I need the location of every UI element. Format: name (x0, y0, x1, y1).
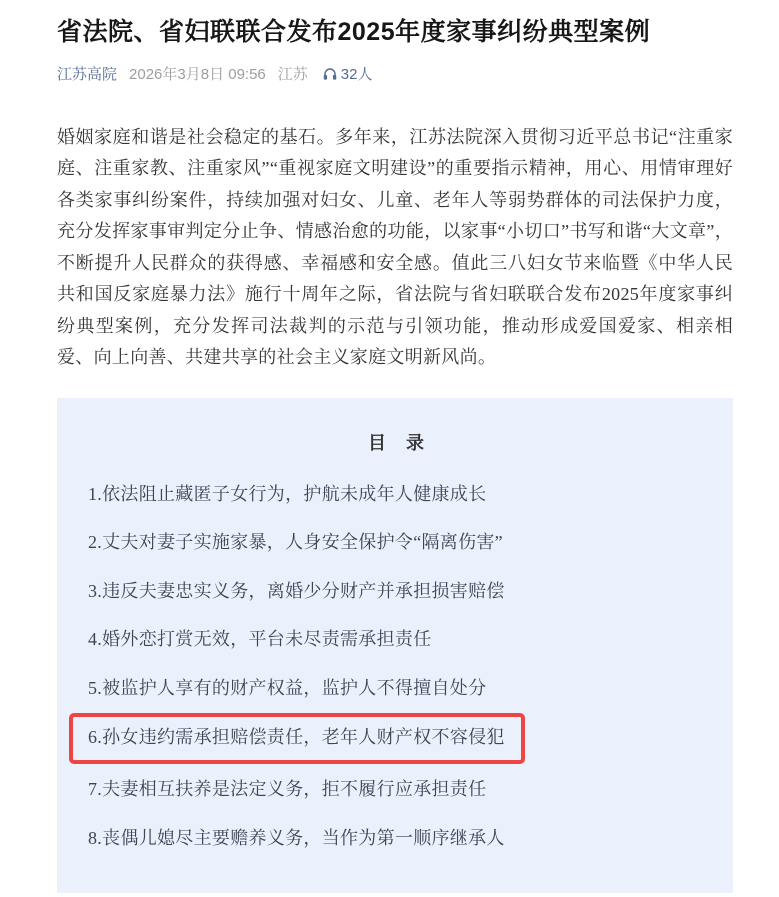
listen-control[interactable] (322, 64, 373, 85)
highlight-annotation-box (69, 713, 525, 764)
article-body-paragraph: 婚姻家庭和谐是社会稳定的基石。多年来，江苏法院深入贯彻习近平总书记“注重家庭、注重家教、注重家风”“重视家庭文明建设”的重要指示精神，用心、用情审理好各类家事纠纷案件，持续加强对妇女、儿童、老年人等弱势群体的司法保护力度，充分发挥家事审判定分止争、情感治愈的功能，以家事“小切口”书写和谐“大文章”，不断提升人民群众的获得感、幸福感和安全感。值此三八妇女节来临暨《中华人民共和国反家庭暴力法》施行十周年之际，省法院与省妇联联合发布2025年度家事纠纷典型案例，充分发挥司法裁判的示范与引领功能，推动形成爱国爱家、相亲相爱、向上向善、共建共享的社会主义家庭文明新风尚。 (57, 126, 733, 367)
headphones-icon (322, 66, 338, 82)
article-title: 省法院、省妇联联合发布2025年度家事纠纷典型案例 (57, 18, 651, 46)
listen-count: 32人 (340, 65, 373, 83)
toc-item-1: 1.依法阻止藏匿子女行为，护航未成年人健康成长 (88, 483, 487, 504)
toc-item-4: 4.婚外恋打赏无效，平台未尽责需承担责任 (88, 629, 432, 650)
toc-box (57, 398, 733, 894)
toc-item-3: 3.违反夫妻忠实义务，离婚少分财产并承担损害赔偿 (88, 580, 505, 601)
toc-item-5: 5.被监护人享有的财产权益，监护人不得擅自处分 (88, 677, 487, 698)
article-meta (57, 64, 733, 85)
toc-item-8: 8.丧偶儿媳尽主要赡养义务，当作为第一顺序继承人 (88, 827, 505, 848)
toc-item-6 (88, 713, 705, 764)
publish-location: 江苏 (277, 65, 308, 83)
publish-date: 2026年3月8日 09:56 (129, 65, 266, 83)
account-name-link[interactable]: 江苏高院 (57, 65, 118, 83)
toc-item-2: 2.丈夫对妻子实施家暴，人身安全保护令“隔离伤害” (88, 532, 503, 553)
toc-heading: 目 录 (368, 432, 425, 453)
toc-item-7: 7.夫妻相互扶养是法定义务，拒不履行应承担责任 (88, 779, 487, 800)
toc-item-6-label: 6.孙女违约需承担赔偿责任，老年人财产权不容侵犯 (88, 727, 505, 748)
